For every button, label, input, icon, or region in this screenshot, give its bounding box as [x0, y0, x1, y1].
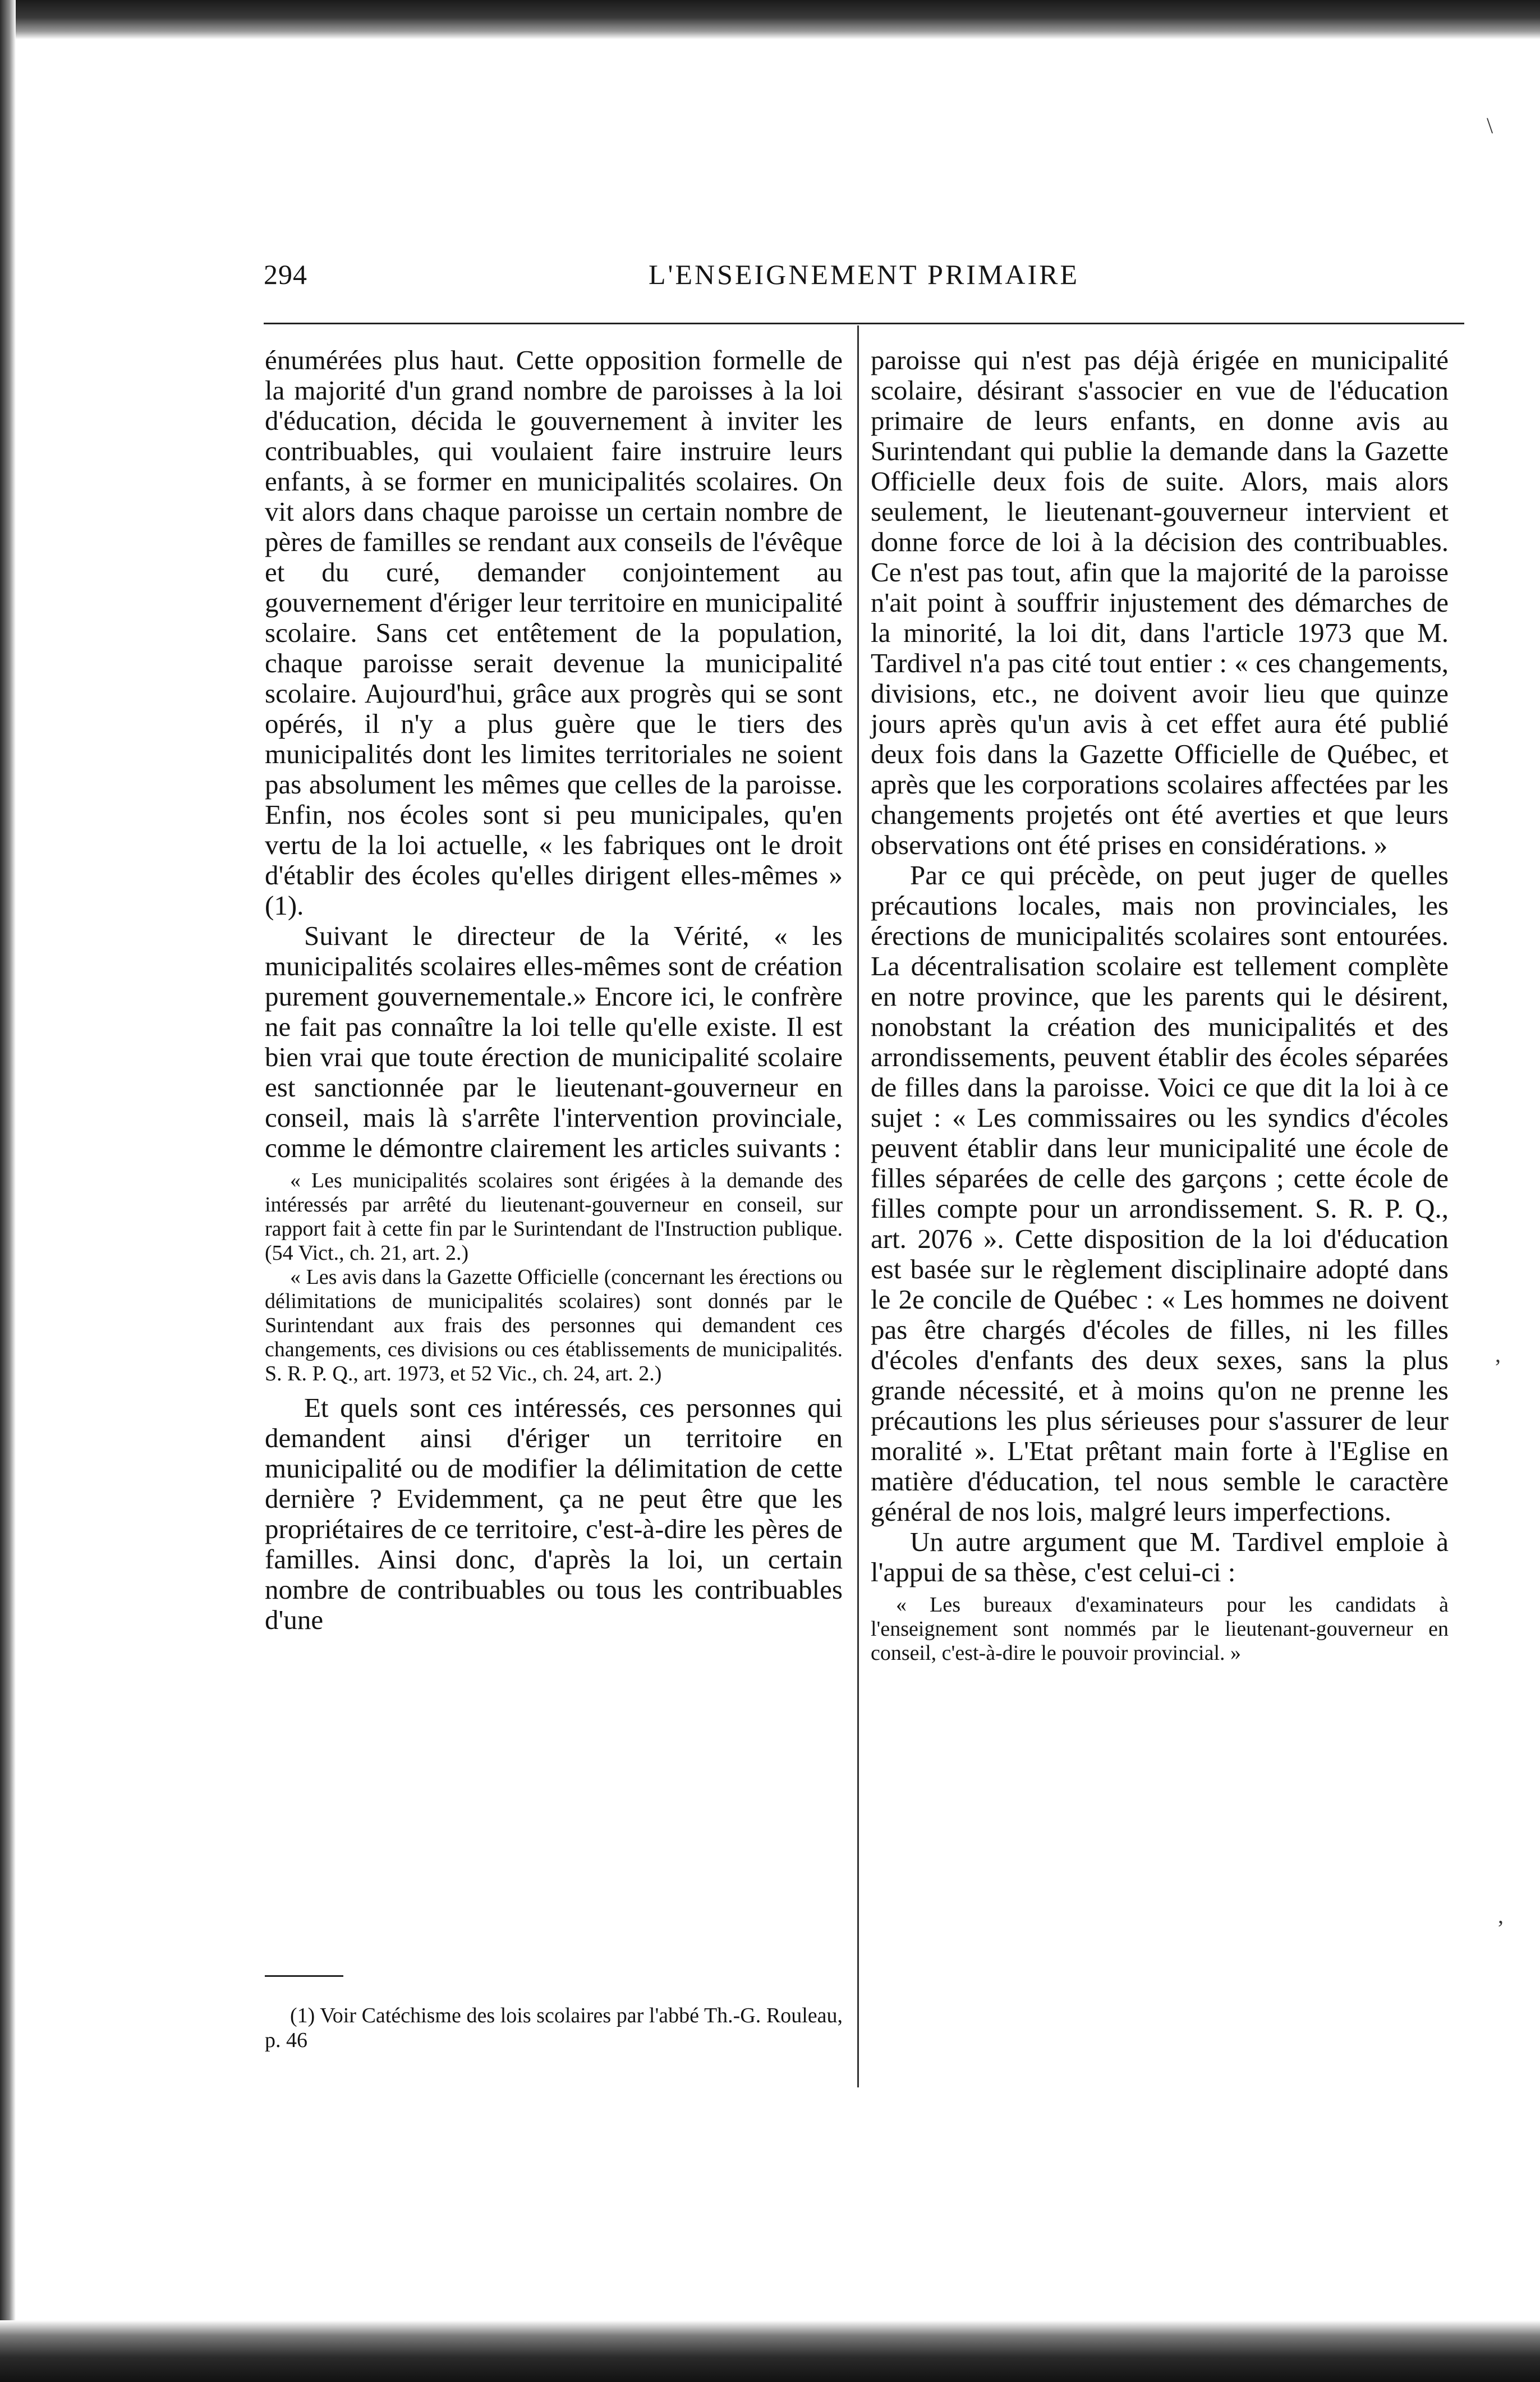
footnote-rule [265, 1975, 343, 1977]
scan-speck: \ [1487, 113, 1493, 138]
page-header [264, 258, 1464, 297]
scan-border-left [0, 0, 16, 2382]
paragraph: énumérées plus haut. Cette opposition formelle de la majorité d'un grand nombre de paroisses à la loi d'éducation, décida le gouvernement à inviter les contribuables, qui voulaient faire instruire leurs enfants, à se former en municipalités scolaires. On vit alors dans chaque paroisse un certain nombre de pères de familles se rendant aux conseils de l'évêque et du curé, demander conjointement au gouvernement d'ériger leur territoire en municipalité scolaire. Sans cet entêtement de la population, chaque paroisse serait devenue la municipalité scolaire. Aujourd'hui, grâce aux progrès qui se sont opérés, il n'y a plus guère que le tiers des municipalités dont les limites territoriales ne soient pas absolument les mêmes que celles de la paroisse. Enfin, nos écoles sont si peu municipales, qu'en vertu de la loi actuelle, « les fabriques ont le droit d'établir des écoles qu'elles dirigent elles-mêmes » (1). [265, 345, 843, 921]
right-column [871, 345, 1449, 1665]
left-column [265, 345, 843, 1635]
paragraph: Un autre argument que M. Tardivel emploie à l'appui de sa thèse, c'est celui-ci : [871, 1526, 1449, 1587]
scan-speck: , [1498, 1903, 1504, 1928]
quotation: « Les avis dans la Gazette Officielle (concernant les érections ou délimitations de municipalités scolaires) sont donnés par le Surintendant aux frais des personnes qui demandent ces changements, ces divisions ou ces établissements de municipalités. S. R. P. Q., art. 1973, et 52 Vic., ch. 24, art. 2.) [265, 1265, 843, 1385]
column-divider [857, 325, 859, 2087]
header-rule [264, 323, 1464, 324]
scan-border-bottom [0, 2320, 1540, 2382]
quotation: « Les bureaux d'examinateurs pour les candidats à l'enseignement sont nommés par le lieutenant-gouverneur en conseil, c'est-à-dire le pouvoir provincial. » [871, 1593, 1449, 1665]
paragraph: paroisse qui n'est pas déjà érigée en municipalité scolaire, désirant s'associer en vue de l'éducation primaire de leurs enfants, en donne avis au Surintendant qui publie la demande dans la Gazette Officielle deux fois de suite. Alors, mais alors seulement, le lieutenant-gouverneur intervient et donne force de loi à la décision des contribuables. Ce n'est pas tout, afin que la majorité de la paroisse n'ait point à souffrir injustement des démarches de la minorité, la loi dit, dans l'article 1973 que M. Tardivel n'a pas cité tout entier : « ces changements, divisions, etc., ne doivent avoir lieu que quinze jours après qu'un avis à cet effet aura été publié deux fois dans la Gazette Officielle de Québec, et après que les corporations scolaires affectées par les changements projetés ont été averties et que leurs observations ont été prises en considérations. » [871, 345, 1449, 860]
scan-border-top [0, 0, 1540, 39]
page-number: 294 [264, 259, 307, 290]
scan-speck: , [1495, 1342, 1501, 1367]
running-head: L'ENSEIGNEMENT PRIMAIRE [648, 259, 1080, 290]
paragraph: Par ce qui précède, on peut juger de quelles précautions locales, mais non provinciales, les érections de municipalités scolaires sont entourées. La décentralisation scolaire est tellement complète en notre province, que les parents qui le désirent, nonobstant la création des municipalités et des arrondissements, peuvent établir des écoles séparées de filles dans la paroisse. Voici ce que dit la loi à ce sujet : « Les commissaires ou les syndics d'écoles peuvent établir dans leur municipalité une école de filles séparées de celle des garçons ; cette école de filles compte pour un arrondissement. S. R. P. Q., art. 2076 ». Cette disposition de la loi d'éducation est basée sur le règlement disciplinaire adopté dans le 2e concile de Québec : « Les hommes ne doivent pas être chargés d'écoles de filles, ni les filles d'écoles d'enfants des deux sexes, sans la plus grande nécessité, et à moins qu'on ne prenne les précautions les plus sérieuses pour s'assurer de leur moralité ». L'Etat prêtant main forte à l'Eglise en matière d'éducation, tel nous semble le caractère général de nos lois, malgré leurs imperfections. [871, 860, 1449, 1527]
quotation: « Les municipalités scolaires sont érigées à la demande des intéressés par arrêté du lieutenant-gouverneur en conseil, sur rapport fait à cette fin par le Surintendant de l'Instruction publique. (54 Vict., ch. 21, art. 2.) [265, 1169, 843, 1265]
paragraph: Et quels sont ces intéressés, ces personnes qui demandent ainsi d'ériger un territoire en municipalité ou de modifier la délimitation de cette dernière ? Evidemment, ça ne peut être que les propriétaires de ce territoire, c'est-à-dire les pères de familles. Ainsi donc, d'après la loi, un certain nombre de contribuables ou tous les contribuables d'une [265, 1392, 843, 1635]
paragraph: Suivant le directeur de la Vérité, « les municipalités scolaires elles-mêmes sont de création purement gouvernementale.» Encore ici, le confrère ne fait pas connaître la loi telle qu'elle existe. Il est bien vrai que toute érection de municipalité scolaire est sanctionnée par le lieutenant-gouverneur en conseil, mais là s'arrête l'intervention provinciale, comme le démontre clairement les articles suivants : [265, 920, 843, 1163]
footnote: (1) Voir Catéchisme des lois scolaires par l'abbé Th.-G. Rouleau, p. 46 [265, 2004, 843, 2052]
